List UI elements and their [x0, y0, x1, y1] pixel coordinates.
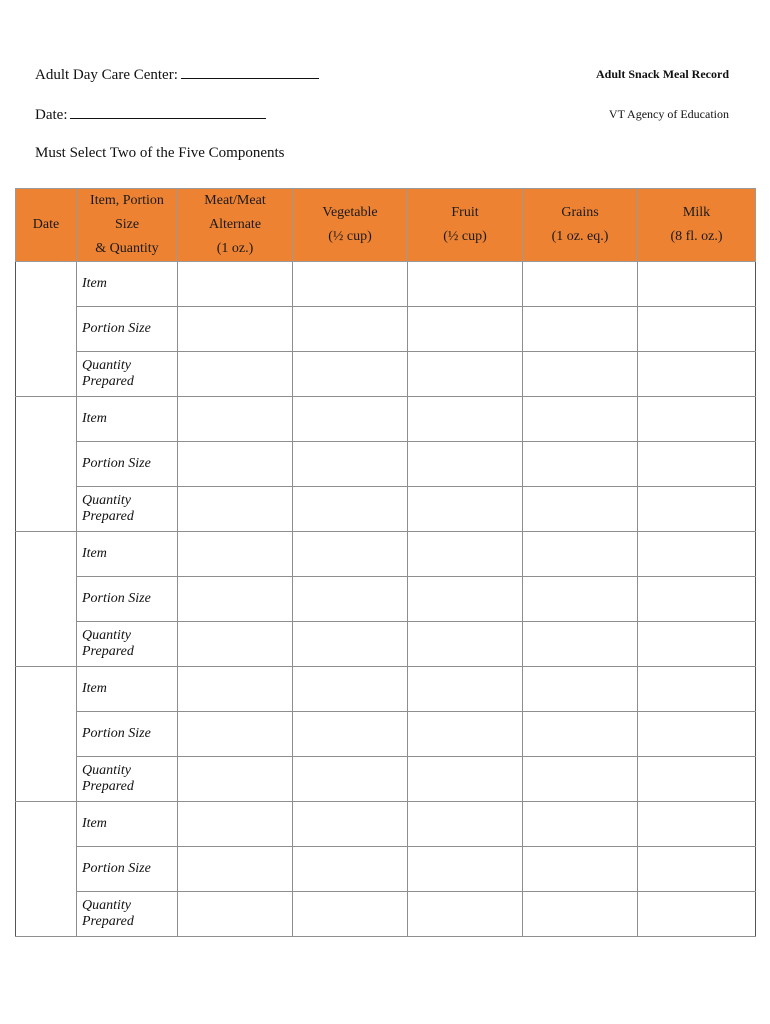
- grains-cell[interactable]: [523, 442, 638, 487]
- vegetable-cell[interactable]: [293, 622, 408, 667]
- vegetable-cell[interactable]: [293, 352, 408, 397]
- meat-cell[interactable]: [178, 712, 293, 757]
- meat-cell[interactable]: [178, 262, 293, 307]
- grains-cell[interactable]: [523, 712, 638, 757]
- center-field: [35, 64, 319, 84]
- fruit-cell[interactable]: [408, 757, 523, 802]
- row-label: Portion Size: [77, 847, 178, 892]
- grains-cell[interactable]: [523, 847, 638, 892]
- row-label: Item: [77, 802, 178, 847]
- grains-cell[interactable]: [523, 802, 638, 847]
- row-label: Item: [77, 532, 178, 577]
- date-label: Date:: [35, 107, 68, 123]
- grains-cell[interactable]: [523, 352, 638, 397]
- milk-cell[interactable]: [638, 397, 756, 442]
- meat-cell[interactable]: [178, 667, 293, 712]
- date-cell[interactable]: [16, 802, 77, 937]
- grains-cell[interactable]: [523, 577, 638, 622]
- fruit-cell[interactable]: [408, 262, 523, 307]
- table-row: [16, 667, 756, 712]
- row-label: Item: [77, 667, 178, 712]
- vegetable-cell[interactable]: [293, 847, 408, 892]
- row-label: Portion Size: [77, 712, 178, 757]
- vegetable-cell[interactable]: [293, 577, 408, 622]
- milk-cell[interactable]: [638, 892, 756, 937]
- vegetable-cell[interactable]: [293, 892, 408, 937]
- table-row: [16, 847, 756, 892]
- meat-cell[interactable]: [178, 442, 293, 487]
- meal-record-table: [15, 188, 756, 937]
- milk-cell[interactable]: [638, 577, 756, 622]
- vegetable-cell[interactable]: [293, 532, 408, 577]
- vegetable-cell[interactable]: [293, 802, 408, 847]
- milk-cell[interactable]: [638, 712, 756, 757]
- meat-cell[interactable]: [178, 802, 293, 847]
- grains-cell[interactable]: [523, 262, 638, 307]
- column-header-date: Date: [16, 189, 77, 262]
- table-row: [16, 532, 756, 577]
- grains-cell[interactable]: [523, 307, 638, 352]
- date-cell[interactable]: [16, 532, 77, 667]
- table-header-row: [16, 189, 756, 262]
- row-label: Portion Size: [77, 577, 178, 622]
- grains-cell[interactable]: [523, 622, 638, 667]
- fruit-cell[interactable]: [408, 577, 523, 622]
- row-label: Quantity Prepared: [77, 757, 178, 802]
- date-blank[interactable]: [70, 104, 266, 119]
- meat-cell[interactable]: [178, 757, 293, 802]
- table-row: [16, 487, 756, 532]
- table-row: [16, 352, 756, 397]
- table-row: [16, 577, 756, 622]
- grains-cell[interactable]: [523, 487, 638, 532]
- grains-cell[interactable]: [523, 667, 638, 712]
- milk-cell[interactable]: [638, 757, 756, 802]
- meat-cell[interactable]: [178, 397, 293, 442]
- meat-cell[interactable]: [178, 622, 293, 667]
- agency-name: VT Agency of Education: [608, 107, 729, 121]
- column-header-milk: Milk (8 fl. oz.): [638, 189, 756, 262]
- grains-cell[interactable]: [523, 397, 638, 442]
- date-field: [35, 104, 266, 124]
- meat-cell[interactable]: [178, 352, 293, 397]
- fruit-cell[interactable]: [408, 712, 523, 757]
- column-header-fruit: Fruit (½ cup): [408, 189, 523, 262]
- vegetable-cell[interactable]: [293, 757, 408, 802]
- table-row: [16, 802, 756, 847]
- milk-cell[interactable]: [638, 622, 756, 667]
- meat-cell[interactable]: [178, 577, 293, 622]
- milk-cell[interactable]: [638, 352, 756, 397]
- row-label: Quantity Prepared: [77, 892, 178, 937]
- grains-cell[interactable]: [523, 757, 638, 802]
- table-row: [16, 262, 756, 307]
- row-label: Portion Size: [77, 307, 178, 352]
- fruit-cell[interactable]: [408, 307, 523, 352]
- meat-cell[interactable]: [178, 892, 293, 937]
- vegetable-cell[interactable]: [293, 442, 408, 487]
- row-label: Quantity Prepared: [77, 352, 178, 397]
- grains-cell[interactable]: [523, 892, 638, 937]
- table-row: [16, 892, 756, 937]
- table-row: [16, 397, 756, 442]
- column-header-item: Item, Portion Size & Quantity: [77, 189, 178, 262]
- column-header-meat: Meat/Meat Alternate (1 oz.): [178, 189, 293, 262]
- milk-cell[interactable]: [638, 802, 756, 847]
- milk-cell[interactable]: [638, 307, 756, 352]
- row-label: Quantity Prepared: [77, 622, 178, 667]
- fruit-cell[interactable]: [408, 442, 523, 487]
- date-cell[interactable]: [16, 667, 77, 802]
- table-row: [16, 757, 756, 802]
- vegetable-cell[interactable]: [293, 307, 408, 352]
- table-row: [16, 307, 756, 352]
- vegetable-cell[interactable]: [293, 712, 408, 757]
- record-title: Adult Snack Meal Record: [596, 67, 729, 81]
- column-header-vegetable: Vegetable (½ cup): [293, 189, 408, 262]
- meat-cell[interactable]: [178, 847, 293, 892]
- date-cell[interactable]: [16, 397, 77, 532]
- row-label: Portion Size: [77, 442, 178, 487]
- column-header-grains: Grains (1 oz. eq.): [523, 189, 638, 262]
- row-label: Quantity Prepared: [77, 487, 178, 532]
- fruit-cell[interactable]: [408, 892, 523, 937]
- milk-cell[interactable]: [638, 847, 756, 892]
- fruit-cell[interactable]: [408, 847, 523, 892]
- vegetable-cell[interactable]: [293, 667, 408, 712]
- vegetable-cell[interactable]: [293, 397, 408, 442]
- fruit-cell[interactable]: [408, 352, 523, 397]
- milk-cell[interactable]: [638, 487, 756, 532]
- fruit-cell[interactable]: [408, 622, 523, 667]
- row-label: Item: [77, 262, 178, 307]
- grains-cell[interactable]: [523, 532, 638, 577]
- center-blank[interactable]: [181, 64, 319, 79]
- table-row: [16, 712, 756, 757]
- meat-cell[interactable]: [178, 487, 293, 532]
- milk-cell[interactable]: [638, 532, 756, 577]
- vegetable-cell[interactable]: [293, 262, 408, 307]
- milk-cell[interactable]: [638, 442, 756, 487]
- milk-cell[interactable]: [638, 667, 756, 712]
- table-row: [16, 622, 756, 667]
- table-row: [16, 442, 756, 487]
- vegetable-cell[interactable]: [293, 487, 408, 532]
- table-body: [16, 262, 756, 937]
- instruction-text: Must Select Two of the Five Components: [35, 145, 285, 161]
- fruit-cell[interactable]: [408, 532, 523, 577]
- date-cell[interactable]: [16, 262, 77, 397]
- fruit-cell[interactable]: [408, 802, 523, 847]
- meat-cell[interactable]: [178, 307, 293, 352]
- center-label: Adult Day Care Center:: [35, 67, 178, 83]
- fruit-cell[interactable]: [408, 397, 523, 442]
- row-label: Item: [77, 397, 178, 442]
- fruit-cell[interactable]: [408, 667, 523, 712]
- fruit-cell[interactable]: [408, 487, 523, 532]
- meat-cell[interactable]: [178, 532, 293, 577]
- milk-cell[interactable]: [638, 262, 756, 307]
